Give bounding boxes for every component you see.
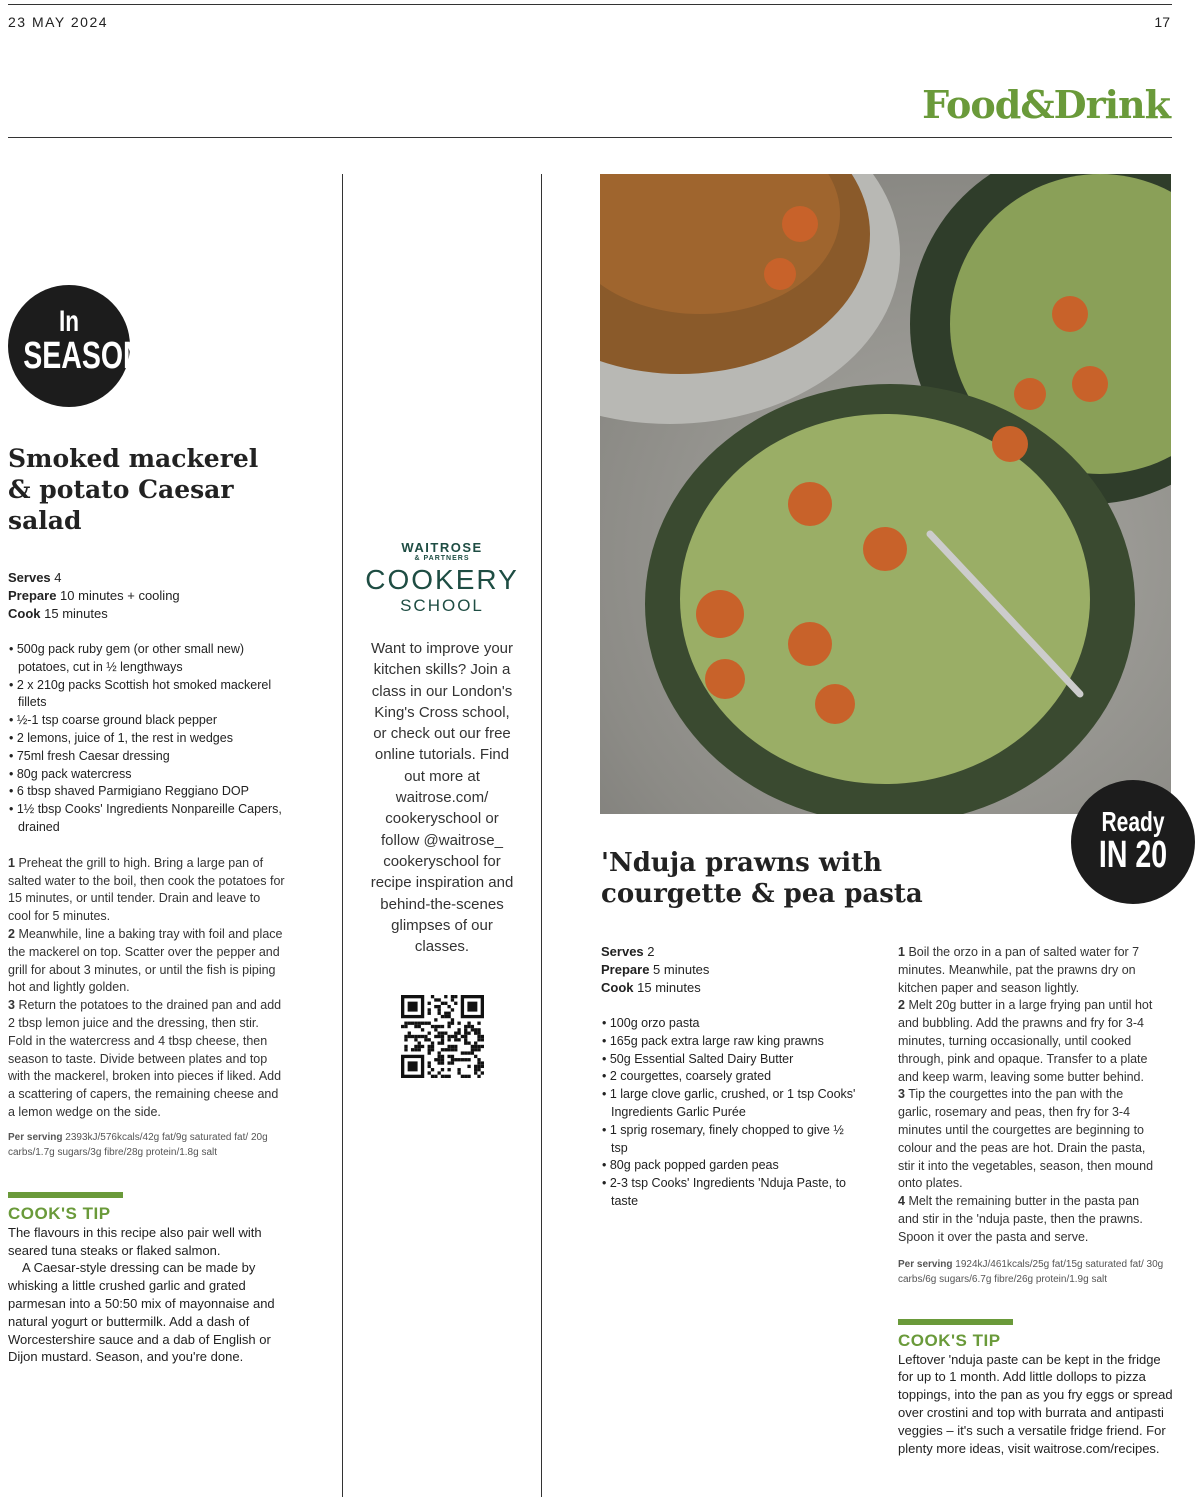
cook-value: 15 minutes: [637, 980, 701, 995]
ready-in-20-badge: [1071, 780, 1195, 904]
ingredient-item: • 6 tbsp shaved Parmigiano Reggiano DOP: [8, 783, 286, 801]
prepare-value: 5 minutes: [653, 962, 710, 977]
step-text: Tip the courgettes into the pan with the garlic, rosemary and peas, then fry for 3-4 minutes until the courgettes are beginning to colour and the peas are hot. Drain the pasta, stir it into the vegetables, season, then mound onto plates.: [898, 1087, 1154, 1191]
ingredient-item: • 2 lemons, juice of 1, the rest in wedges: [8, 730, 286, 748]
step-number: 3: [898, 1087, 905, 1102]
ingredient-item: • 1½ tbsp Cooks' Ingredients Nonpareille Capers, drained: [8, 801, 286, 837]
ingredient-item: • 50g Essential Salted Dairy Butter: [601, 1051, 863, 1069]
step-text: Meanwhile, line a baking tray with foil and place the mackerel on top. Scatter over the pepper and grill for about 3 minutes, or until the fish is piping hot and lightly golden.: [8, 926, 283, 995]
recipe-column: [8, 443, 286, 1366]
step-text: Return the potatoes to the drained pan and add 2 tbsp lemon juice and the dressing, then stir. Fold in the watercress and 4 tbsp cheese, then season to taste. Divide between plates and top with the mackerel, broken into pieces if liked. Add a scattering of capers, the remaining cheese and a lemon wedge on the side.: [8, 998, 282, 1119]
logo-text: WAITROSE: [401, 540, 483, 555]
badge-line: Ready: [1101, 806, 1165, 837]
recipe-title: 'Nduja prawns with courgette & pea pasta: [601, 848, 923, 909]
cook-label: Cook: [8, 606, 41, 621]
prepare-label: Prepare: [601, 962, 650, 977]
per-serving-label: Per serving: [8, 1131, 63, 1143]
badge-line: IN 20: [1098, 834, 1168, 876]
prepare-label: Prepare: [8, 588, 57, 603]
method-step: [898, 997, 1158, 1086]
ingredient-item: • 165g pack extra large raw king prawns: [601, 1033, 863, 1051]
promo-column: [350, 540, 534, 1078]
ingredient-list: [601, 1015, 863, 1211]
step-text: Preheat the grill to high. Bring a large pan of salted water to the boil, then cook the potatoes for 15 minutes, or until tender. Drain and leave to cool for 5 minutes.: [8, 855, 285, 924]
ingredient-list: [8, 641, 286, 837]
cooks-tip-text: [8, 1224, 286, 1366]
recipe-photo: [600, 174, 1171, 814]
ingredient-item: • 80g pack watercress: [8, 766, 286, 784]
method-column: [898, 944, 1173, 1457]
ingredient-item: • 2-3 tsp Cooks' Ingredients 'Nduja Paste, to taste: [601, 1175, 863, 1211]
nutrition-info: [898, 1257, 1173, 1287]
logo-text: & PARTNERS: [414, 555, 470, 562]
section-title: Food&Drink: [922, 82, 1170, 127]
logo-text: SCHOOL: [400, 596, 484, 615]
cooks-tip-heading: COOK'S TIP: [8, 1203, 111, 1223]
serves-label: Serves: [8, 570, 51, 585]
method-steps: [898, 944, 1158, 1247]
nutrition-info: [8, 1130, 286, 1160]
header-rule: [8, 137, 1172, 138]
step-number: 1: [898, 945, 905, 959]
step-number: 3: [8, 998, 15, 1013]
in-season-badge: [8, 285, 144, 407]
cooks-tip-heading: COOK'S TIP: [898, 1330, 1001, 1350]
step-number: 2: [898, 998, 905, 1013]
method-step: [898, 1193, 1158, 1246]
ingredient-item: • 1 sprig rosemary, finely chopped to give ½ tsp: [601, 1122, 863, 1158]
ingredient-item: • 1 large clove garlic, crushed, or 1 tsp Cooks' Ingredients Garlic Purée: [601, 1086, 863, 1122]
step-text: Melt the remaining butter in the pasta pan and stir in the 'nduja paste, then the prawns. Spoon it over the pasta and serve.: [898, 1194, 1143, 1244]
page-number: 17: [1154, 14, 1170, 30]
issue-date: 23 MAY 2024: [8, 14, 109, 30]
cookery-school-logo: [365, 540, 519, 616]
badge-line: SEASON: [23, 335, 144, 377]
ingredient-item: • 2 courgettes, coarsely grated: [601, 1068, 863, 1086]
ingredient-item: • 500g pack ruby gem (or other small new) potatoes, cut in ½ lengthways: [8, 641, 286, 677]
tip-bar: [8, 1192, 123, 1198]
serves-label: Serves: [601, 944, 644, 959]
ingredient-item: • 80g pack popped garden peas: [601, 1157, 863, 1175]
prepare-value: 10 minutes + cooling: [60, 588, 180, 603]
cook-label: Cook: [601, 980, 634, 995]
step-number: 1: [8, 855, 15, 870]
per-serving-value: 2393kJ/576kcals/42g fat/9g saturated fat/ 20g carbs/1.7g sugars/3g fibre/28g protein/1.8g salt: [8, 1131, 268, 1158]
recipe-title: Smoked mackerel & potato Caesar salad: [8, 444, 259, 535]
ingredient-item: • 75ml fresh Caesar dressing: [8, 748, 286, 766]
step-number: 4: [898, 1194, 905, 1209]
ingredient-item: • 2 x 210g packs Scottish hot smoked mackerel fillets: [8, 677, 286, 713]
ingredient-item: • 100g orzo pasta: [601, 1015, 863, 1033]
method-step: [8, 997, 286, 1122]
top-rule: [8, 4, 1172, 5]
qr-code[interactable]: [401, 995, 484, 1078]
recipe-meta: [601, 943, 871, 997]
step-text: Boil the orzo in a pan of salted water for 7 minutes. Meanwhile, pat the prawns dry on kitchen paper and season lightly.: [898, 945, 1140, 995]
recipe-details: [601, 943, 871, 1211]
serves-value: 4: [54, 570, 62, 585]
per-serving-value: 1924kJ/461kcals/25g fat/15g saturated fat/ 30g carbs/6g sugars/6.7g fibre/26g protein/1.9g salt: [898, 1258, 1164, 1285]
tip-paragraph: A Caesar-style dressing can be made by whisking a little crushed garlic and grated parmesan into a 50:50 mix of mayonnaise and natural yogurt or buttermilk. Add a dash of Worcestershire sauce and a dab of English or Dijon mustard. Season, and you're done.: [8, 1260, 275, 1365]
tip-bar: [898, 1319, 1013, 1325]
method-step: [8, 855, 286, 926]
column-divider: [342, 174, 343, 1497]
method-step: [898, 944, 1158, 997]
badge-line: In: [58, 305, 79, 338]
ingredient-item: • ½-1 tsp coarse ground black pepper: [8, 712, 286, 730]
column-divider: [541, 174, 542, 1497]
method-steps: [8, 855, 286, 1122]
serves-value: 2: [647, 944, 655, 959]
method-step: [898, 1086, 1158, 1193]
recipe-meta: [8, 569, 286, 623]
promo-text: Want to improve your kitchen skills? Join a class in our London's King's Cross school, or check out our free online tutorials. Find out more at waitrose.com/ cookeryschool or follow @waitrose_ cookeryschool for recipe inspiration and behind-the-scenes glimpses of our classes.: [370, 640, 514, 956]
cook-value: 15 minutes: [44, 606, 108, 621]
cooks-tip-text: Leftover 'nduja paste can be kept in the fridge for up to 1 month. Add little dollops to pizza toppings, into the pan as you fry eggs or spread over crostini and top with burrata and antipasti veggies – it's such a versatile fridge friend. For plenty more ideas, visit waitrose.com/recipes.: [898, 1351, 1173, 1456]
method-step: [8, 926, 286, 997]
per-serving-label: Per serving: [898, 1258, 953, 1270]
tip-paragraph: The flavours in this recipe also pair well with seared tuna steaks or flaked salmon.: [8, 1224, 262, 1258]
logo-text: COOKERY: [365, 564, 519, 595]
step-number: 2: [8, 926, 15, 941]
step-text: Melt 20g butter in a large frying pan until hot and bubbling. Add the prawns and fry for 3-4 minutes, turning occasionally, until cooked through, pink and opaque. Transfer to a plate and keep warm, leaving some butter behind.: [898, 998, 1153, 1084]
